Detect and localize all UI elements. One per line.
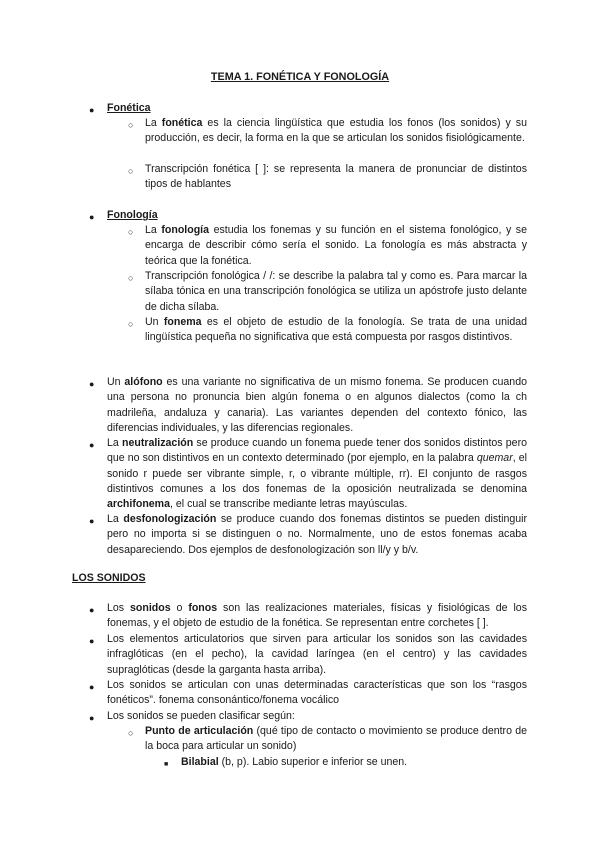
paragraph-clasificacion: Los sonidos se pueden clasificar según: [107,710,295,722]
bullet-circle-icon: ○ [128,166,134,176]
paragraph-desfonologizacion: La desfonologización se produce cuando dos fonemas distintos se pueden distinguir pero no importa si se distinguen o no. Normalmente, uno de estos fonemas acaba desapareciendo. Dos ejemplos de desfonologización son ll/y y b/v. [107,513,527,556]
heading-fonologia: Fonología [107,209,158,221]
paragraph-transcripcion-fonologica: Transcripción fonológica / /: se describe la palabra tal y como es. Para marcar la sílaba tónica en una transcripción fonológica se utiliza un apóstrofe justo delante de dicha sílaba. [145,270,527,313]
heading-fonetica: Fonética [107,102,151,114]
paragraph-fonema: Un fonema es el objeto de estudio de la fonología. Se trata de una unidad lingüística pequeña no significativa que está compuesta por rasgos distintivos. [145,316,527,344]
bullet-icon: ● [89,379,95,389]
paragraph-neutralizacion: La neutralización se produce cuando un fonema puede tener dos sonidos distintos pero que no son distintivos en un contexto determinado (por ejemplo, en la palabra quemar, el sonido r puede ser vibrante simple, r, o vibrante múltiple, rr). El conjunto de rasgos distintivos comunes a los dos fonemas de la oposición neutralizada se denomina archifonema, el cual se transcribe mediante letras mayúsculas. [107,437,527,511]
bullet-circle-icon: ○ [128,319,134,329]
bullet-square-icon: ■ [164,761,169,768]
paragraph-transcripcion-fonetica: Transcripción fonética [ ]: se representa la manera de pronunciar de distintos tipos de hablantes [145,163,527,191]
paragraph-fonetica-definicion: La fonética es la ciencia lingüística que estudia los fonos (los sonidos) y su producción, es decir, la forma en la que se articulan los sonidos fisiológicamente. [145,117,527,145]
paragraph-fonologia-definicion: La fonología estudia los fonemas y su función en el sistema fonológico, y se encarga de describir cómo sería el sonido. La fonología es más abstracta y teórica que la fonética. [145,224,527,267]
bullet-circle-icon: ○ [128,120,134,130]
paragraph-rasgos-foneticos: Los sonidos se articulan con unas determinadas características que son los “rasgos fonéticos”. fonema consonántico/fonema vocálico [107,679,527,707]
bullet-icon: ● [89,212,95,222]
paragraph-elementos-articulatorios: Los elementos articulatorios que sirven para articular los sonidos son las cavidades infraglóticas (en el pecho), la cavidad laríngea (en el centro) y las cavidades supraglóticas (desde la garganta hasta arriba). [107,633,527,676]
bullet-icon: ● [89,636,95,646]
bullet-icon: ● [89,440,95,450]
bullet-circle-icon: ○ [128,273,134,283]
heading-los-sonidos: LOS SONIDOS [72,572,146,584]
paragraph-bilabial: Bilabial (b, p). Labio superior e inferior se unen. [181,756,408,768]
paragraph-sonidos-definicion: Los sonidos o fonos son las realizaciones materiales, físicas y fisiológicas de los fonemas, y el objeto de estudio de la fonética. Se representan entre corchetes [ ]. [107,602,527,630]
paragraph-alofono: Un alófono es una variante no significativa de un mismo fonema. Se producen cuando una persona no pronuncia bien algún fonema o en algunos dialectos (como la ch madrileña, andaluza y canaria). Las variantes dependen del contexto fónico, las diferencias individuales, y las diferencias regionales. [107,376,527,434]
bullet-icon: ● [89,516,95,526]
bullet-icon: ● [89,682,95,692]
page-title: TEMA 1. FONÉTICA Y FONOLOGÍA [210,71,390,83]
paragraph-punto-articulacion: Punto de articulación (qué tipo de contacto o movimiento se produce dentro de la boca para articular un sonido) [145,725,527,753]
bullet-circle-icon: ○ [128,728,134,738]
bullet-icon: ● [89,605,95,615]
bullet-icon: ● [89,105,95,115]
bullet-circle-icon: ○ [128,227,134,237]
bullet-icon: ● [89,713,95,723]
